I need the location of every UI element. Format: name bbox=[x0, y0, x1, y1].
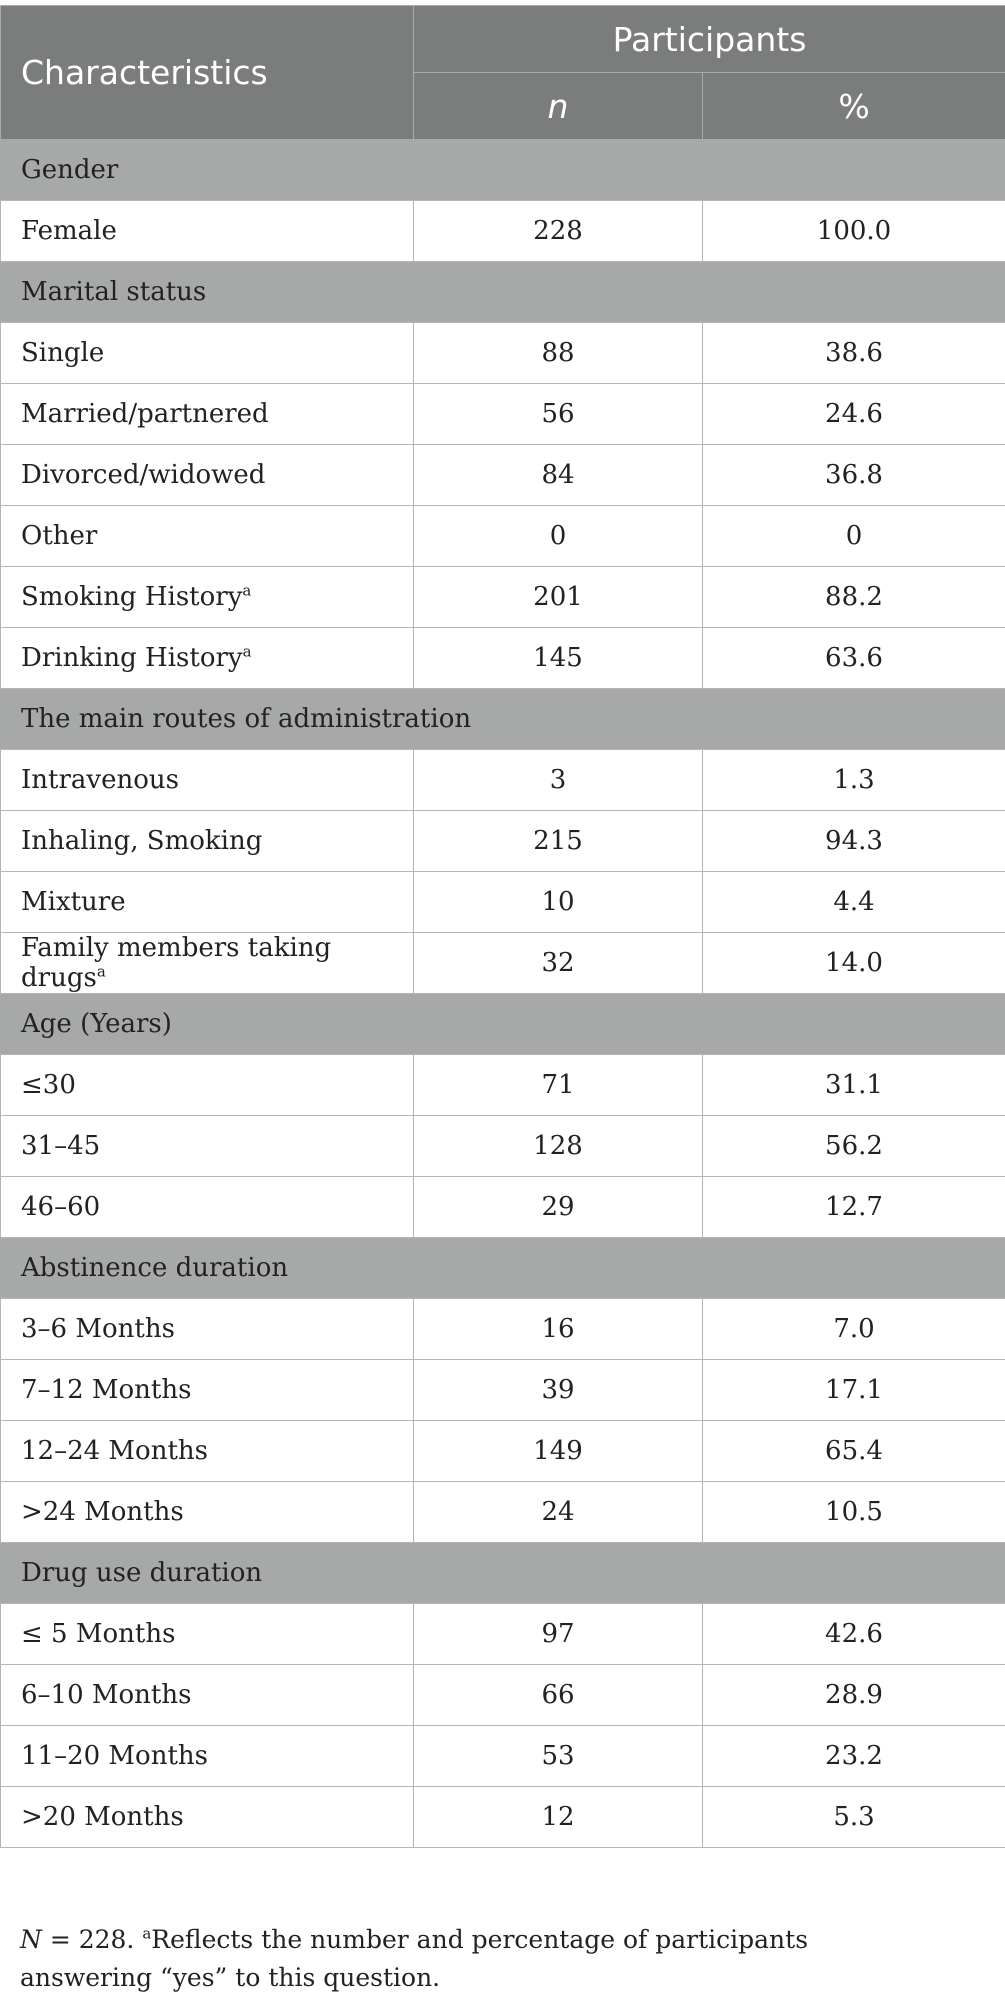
table-row bbox=[1, 1055, 1005, 1116]
row-percent-value: 24.6 bbox=[703, 384, 1005, 445]
row-n-value: 84 bbox=[414, 445, 703, 506]
row-n-value: 149 bbox=[414, 1421, 703, 1482]
row-label-cell bbox=[1, 506, 414, 567]
row-percent-value: 56.2 bbox=[703, 1116, 1005, 1177]
table-row bbox=[1, 1116, 1005, 1177]
header-n: n bbox=[414, 73, 703, 140]
row-percent-value: 100.0 bbox=[703, 201, 1005, 262]
row-label-cell bbox=[1, 1116, 414, 1177]
row-n-value: 56 bbox=[414, 384, 703, 445]
table-row bbox=[1, 811, 1005, 872]
row-label: Other bbox=[21, 521, 98, 551]
row-percent-value: 12.7 bbox=[703, 1177, 1005, 1238]
row-label: Inhaling, Smoking bbox=[21, 826, 263, 856]
row-n-value: 201 bbox=[414, 567, 703, 628]
row-label-cell bbox=[1, 872, 414, 933]
row-label: 46–60 bbox=[21, 1192, 101, 1222]
row-label-cell bbox=[1, 933, 414, 994]
row-percent-value: 17.1 bbox=[703, 1360, 1005, 1421]
row-n-value: 71 bbox=[414, 1055, 703, 1116]
row-label: 11–20 Months bbox=[21, 1741, 208, 1771]
section-header-row bbox=[1, 994, 1005, 1055]
row-label: 6–10 Months bbox=[21, 1680, 192, 1710]
row-label-cell bbox=[1, 445, 414, 506]
row-percent-value: 36.8 bbox=[703, 445, 1005, 506]
row-percent-value: 94.3 bbox=[703, 811, 1005, 872]
row-label: Smoking History bbox=[21, 582, 243, 612]
section-title: Age (Years) bbox=[1, 994, 1005, 1055]
row-label-cell bbox=[1, 323, 414, 384]
row-label: ≤30 bbox=[21, 1070, 76, 1100]
table-row bbox=[1, 1726, 1005, 1787]
row-n-value: 215 bbox=[414, 811, 703, 872]
row-n-value: 32 bbox=[414, 933, 703, 994]
row-n-value: 0 bbox=[414, 506, 703, 567]
row-n-value: 16 bbox=[414, 1299, 703, 1360]
row-label-cell bbox=[1, 1482, 414, 1543]
row-label-cell bbox=[1, 384, 414, 445]
row-percent-value: 7.0 bbox=[703, 1299, 1005, 1360]
row-percent-value: 4.4 bbox=[703, 872, 1005, 933]
row-label-cell bbox=[1, 201, 414, 262]
table-row bbox=[1, 201, 1005, 262]
row-label-cell bbox=[1, 1665, 414, 1726]
participants-table bbox=[0, 5, 1005, 1848]
row-n-value: 39 bbox=[414, 1360, 703, 1421]
table-row bbox=[1, 1604, 1005, 1665]
footnote-marker: a bbox=[96, 962, 106, 981]
row-label: 12–24 Months bbox=[21, 1436, 208, 1466]
row-percent-value: 65.4 bbox=[703, 1421, 1005, 1482]
section-header-row bbox=[1, 1238, 1005, 1299]
row-label-cell bbox=[1, 1726, 414, 1787]
table-row bbox=[1, 384, 1005, 445]
row-n-value: 66 bbox=[414, 1665, 703, 1726]
header-characteristics: Characteristics bbox=[1, 6, 414, 140]
table-row bbox=[1, 933, 1005, 994]
table-row bbox=[1, 872, 1005, 933]
row-n-value: 12 bbox=[414, 1787, 703, 1848]
row-label-cell bbox=[1, 1421, 414, 1482]
section-title: Abstinence duration bbox=[1, 1238, 1005, 1299]
row-percent-value: 14.0 bbox=[703, 933, 1005, 994]
row-label: Mixture bbox=[21, 887, 126, 917]
table-row bbox=[1, 567, 1005, 628]
section-header-row bbox=[1, 1543, 1005, 1604]
row-n-value: 97 bbox=[414, 1604, 703, 1665]
row-label: 7–12 Months bbox=[21, 1375, 192, 1405]
header-participants: Participants bbox=[414, 6, 1005, 73]
table-row bbox=[1, 1482, 1005, 1543]
row-label-cell bbox=[1, 1055, 414, 1116]
footnote-marker: a bbox=[242, 581, 252, 600]
row-percent-value: 23.2 bbox=[703, 1726, 1005, 1787]
row-label: >20 Months bbox=[21, 1802, 184, 1832]
footnote-text: Reflects the number and percentage of participants answering “yes” to this question. bbox=[20, 1925, 809, 1992]
row-percent-value: 42.6 bbox=[703, 1604, 1005, 1665]
row-percent-value: 88.2 bbox=[703, 567, 1005, 628]
section-title: Marital status bbox=[1, 262, 1005, 323]
row-label: Married/partnered bbox=[21, 399, 269, 429]
row-label-cell bbox=[1, 1787, 414, 1848]
row-percent-value: 63.6 bbox=[703, 628, 1005, 689]
row-label: ≤ 5 Months bbox=[21, 1619, 176, 1649]
row-percent-value: 31.1 bbox=[703, 1055, 1005, 1116]
footnote-n-value: = 228. bbox=[41, 1925, 143, 1954]
footnote-superscript: a bbox=[142, 1924, 152, 1943]
row-percent-value: 10.5 bbox=[703, 1482, 1005, 1543]
table-row bbox=[1, 1299, 1005, 1360]
row-percent-value: 0 bbox=[703, 506, 1005, 567]
row-n-value: 145 bbox=[414, 628, 703, 689]
row-n-value: 128 bbox=[414, 1116, 703, 1177]
row-label-cell bbox=[1, 1604, 414, 1665]
footnote-n-label: N bbox=[20, 1925, 42, 1954]
section-header-row bbox=[1, 689, 1005, 750]
table-row bbox=[1, 628, 1005, 689]
row-label-cell bbox=[1, 811, 414, 872]
header-percent: % bbox=[703, 73, 1005, 140]
row-label: Single bbox=[21, 338, 105, 368]
row-n-value: 53 bbox=[414, 1726, 703, 1787]
table-row bbox=[1, 1787, 1005, 1848]
row-label-cell bbox=[1, 1299, 414, 1360]
section-title: Drug use duration bbox=[1, 1543, 1005, 1604]
table-row bbox=[1, 1421, 1005, 1482]
table-row bbox=[1, 445, 1005, 506]
row-n-value: 24 bbox=[414, 1482, 703, 1543]
row-percent-value: 38.6 bbox=[703, 323, 1005, 384]
row-label: >24 Months bbox=[21, 1497, 184, 1527]
row-label-cell bbox=[1, 1360, 414, 1421]
table-row bbox=[1, 1665, 1005, 1726]
row-label: Family members taking drugs bbox=[21, 933, 332, 993]
row-n-value: 228 bbox=[414, 201, 703, 262]
table-row bbox=[1, 323, 1005, 384]
table-row bbox=[1, 1177, 1005, 1238]
section-header-row bbox=[1, 262, 1005, 323]
row-percent-value: 28.9 bbox=[703, 1665, 1005, 1726]
section-title: The main routes of administration bbox=[1, 689, 1005, 750]
footnote-marker: a bbox=[242, 642, 252, 661]
row-n-value: 3 bbox=[414, 750, 703, 811]
row-label: Intravenous bbox=[21, 765, 179, 795]
row-label: Drinking History bbox=[21, 643, 243, 673]
row-percent-value: 5.3 bbox=[703, 1787, 1005, 1848]
row-label-cell bbox=[1, 567, 414, 628]
table-body bbox=[1, 140, 1005, 1848]
section-header-row bbox=[1, 140, 1005, 201]
row-percent-value: 1.3 bbox=[703, 750, 1005, 811]
row-label: 31–45 bbox=[21, 1131, 101, 1161]
table-row bbox=[1, 506, 1005, 567]
row-n-value: 10 bbox=[414, 872, 703, 933]
row-n-value: 29 bbox=[414, 1177, 703, 1238]
table-row bbox=[1, 1360, 1005, 1421]
row-label: Divorced/widowed bbox=[21, 460, 266, 490]
row-label-cell bbox=[1, 1177, 414, 1238]
table-footnote bbox=[20, 1921, 940, 1997]
row-n-value: 88 bbox=[414, 323, 703, 384]
row-label-cell bbox=[1, 628, 414, 689]
table-row bbox=[1, 750, 1005, 811]
row-label: Female bbox=[21, 216, 117, 246]
section-title: Gender bbox=[1, 140, 1005, 201]
row-label: 3–6 Months bbox=[21, 1314, 175, 1344]
row-label-cell bbox=[1, 750, 414, 811]
